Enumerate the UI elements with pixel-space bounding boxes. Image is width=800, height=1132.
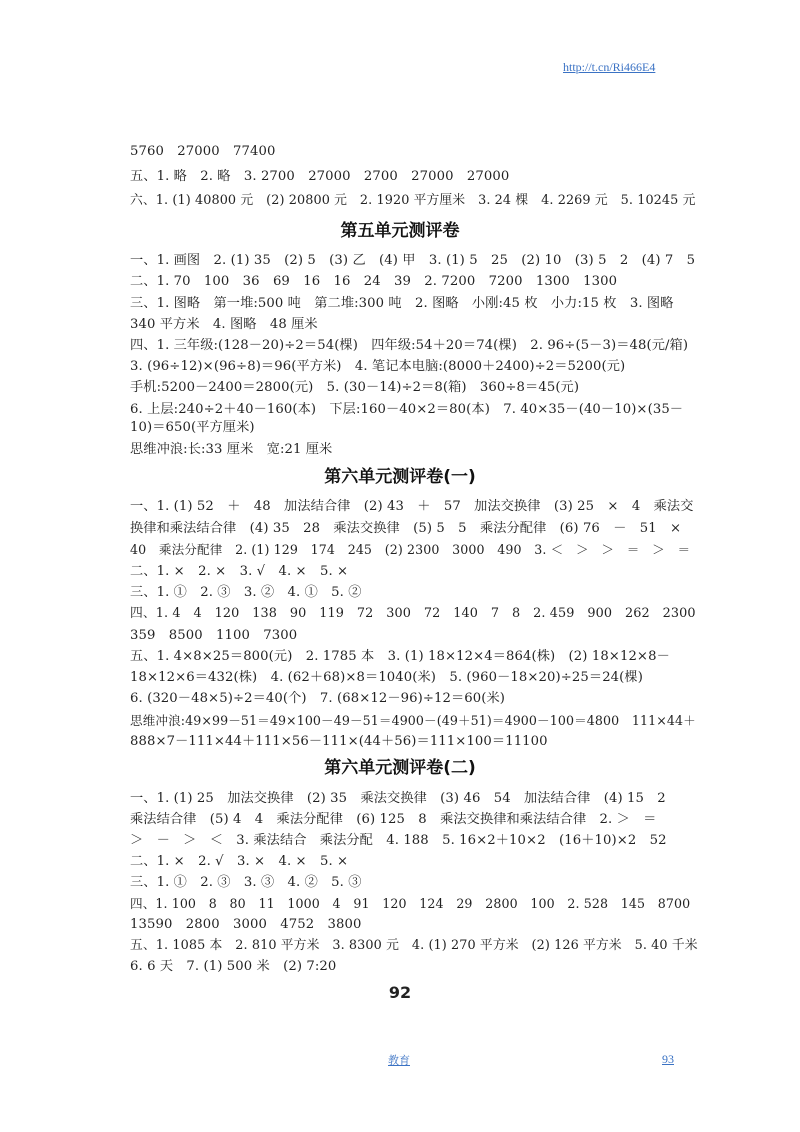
answer-line: 六、1. (1) 40800 元 (2) 20800 元 2. 1920 平方厘米 3. 24 棵 4. 2269 元 5. 10245 元 [130,193,696,208]
answer-line: 二、1. 70 100 36 69 16 16 24 39 2. 7200 7200 1300 1300 [130,274,618,289]
answer-line: 10)＝650(平方厘米) [130,420,255,435]
answer-line: 五、1. 略 2. 略 3. 2700 27000 2700 27000 27000 [130,169,510,184]
answer-line: 二、1. × 2. √ 3. × 4. × 5. × [130,854,349,869]
answer-line: 换律和乘法结合律 (4) 35 28 乘法交换律 (5) 5 5 乘法分配律 (6) 76 － 51 × [130,521,682,536]
section-title-unit5: 第五单元测评卷 [340,221,460,241]
answer-line: 888×7－111×44＋111×56－111×(44＋56)＝111×100＝11100 [130,734,548,749]
answer-line: 13590 2800 3000 4752 3800 [130,917,362,932]
header-link[interactable]: http://t.cn/Ri466E4 [563,60,656,74]
answer-line: 40 乘法分配律 2. (1) 129 174 245 (2) 2300 3000 490 3. ＜ ＞ ＞ ＝ ＞ ＝ [130,542,691,557]
answer-line: 三、1. ① 2. ③ 3. ② 4. ① 5. ② [130,585,362,600]
answer-line: 5760 27000 77400 [130,144,276,159]
answer-line: 五、1. 4×8×25＝800(元) 2. 1785 本 3. (1) 18×12×4＝864(株) (2) 18×12×8－ [130,649,670,664]
footer-link-center[interactable]: 教育 [388,1054,410,1067]
section-title-unit6-part2: 第六单元测评卷(二) [324,758,476,778]
footer-link-page[interactable]: 93 [662,1052,674,1066]
answer-line: 359 8500 1100 7300 [130,628,298,643]
answer-line: 6. 上层:240÷2＋40－160(本) 下层:160－40×2＝80(本) 7. 40×35－(40－10)×(35－ [130,402,684,417]
answer-line: 三、1. 图略 第一堆:500 吨 第二堆:300 吨 2. 图略 小刚:45 枚 小力:15 枚 3. 图略 [130,296,674,311]
answer-line: 四、1. 100 8 80 11 1000 4 91 120 124 29 2800 100 2. 528 145 8700 [130,896,691,911]
answer-line: 思维冲浪:长:33 厘米 宽:21 厘米 [130,442,333,457]
answer-line: 手机:5200－2400＝2800(元) 5. (30－14)÷2＝8(箱) 360÷8＝45(元) [130,380,580,395]
answer-line: 340 平方米 4. 图略 48 厘米 [130,317,318,332]
answer-line: 五、1. 1085 本 2. 810 平方米 3. 8300 元 4. (1) 270 平方米 (2) 126 平方米 5. 40 千米 [130,938,698,953]
answer-line: 6. (320－48×5)÷2＝40(个) 7. (68×12－96)÷12＝60(米) [130,691,506,706]
answer-line: 二、1. × 2. × 3. √ 4. × 5. × [130,564,349,579]
answer-line: 一、1. (1) 52 ＋ 48 加法结合律 (2) 43 ＋ 57 加法交换律 (3) 25 × 4 乘法交 [130,499,694,514]
answer-line: 18×12×6＝432(株) 4. (62＋68)×8＝1040(米) 5. (960－18×20)÷25＝24(棵) [130,670,643,685]
answer-line: 3. (96÷12)×(96÷8)＝96(平方米) 4. 笔记本电脑:(8000＋2400)÷2＝5200(元) [130,359,626,374]
answer-line: 思维冲浪:49×99－51＝49×100－49－51＝4900－(49＋51)＝4900－100＝4800 111×44＋ [130,713,696,728]
answer-line: 6. 6 天 7. (1) 500 米 (2) 7:20 [130,959,337,974]
answer-line: 一、1. (1) 25 加法交换律 (2) 35 乘法交换律 (3) 46 54 加法结合律 (4) 15 2 [130,791,666,806]
answer-line: 四、1. 4 4 120 138 90 119 72 300 72 140 7 8 2. 459 900 262 2300 [130,606,696,621]
answer-line: 四、1. 三年级:(128－20)÷2＝54(棵) 四年级:54＋20＝74(棵) 2. 96÷(5－3)＝48(元/箱) [130,338,689,353]
section-title-unit6-part1: 第六单元测评卷(一) [324,467,476,487]
page-number: 92 [388,983,412,1002]
answer-line: ＞ － ＞ ＜ 3. 乘法结合 乘法分配 4. 188 5. 16×2＋10×2 (16＋10)×2 52 [130,833,667,848]
answer-line: 乘法结合律 (5) 4 4 乘法分配律 (6) 125 8 乘法交换律和乘法结合律 2. ＞ ＝ [130,812,657,827]
answer-line: 三、1. ① 2. ③ 3. ③ 4. ② 5. ③ [130,875,362,890]
answer-line: 一、1. 画图 2. (1) 35 (2) 5 (3) 乙 (4) 甲 3. (1) 5 25 (2) 10 (3) 5 2 (4) 7 5 [130,253,696,268]
